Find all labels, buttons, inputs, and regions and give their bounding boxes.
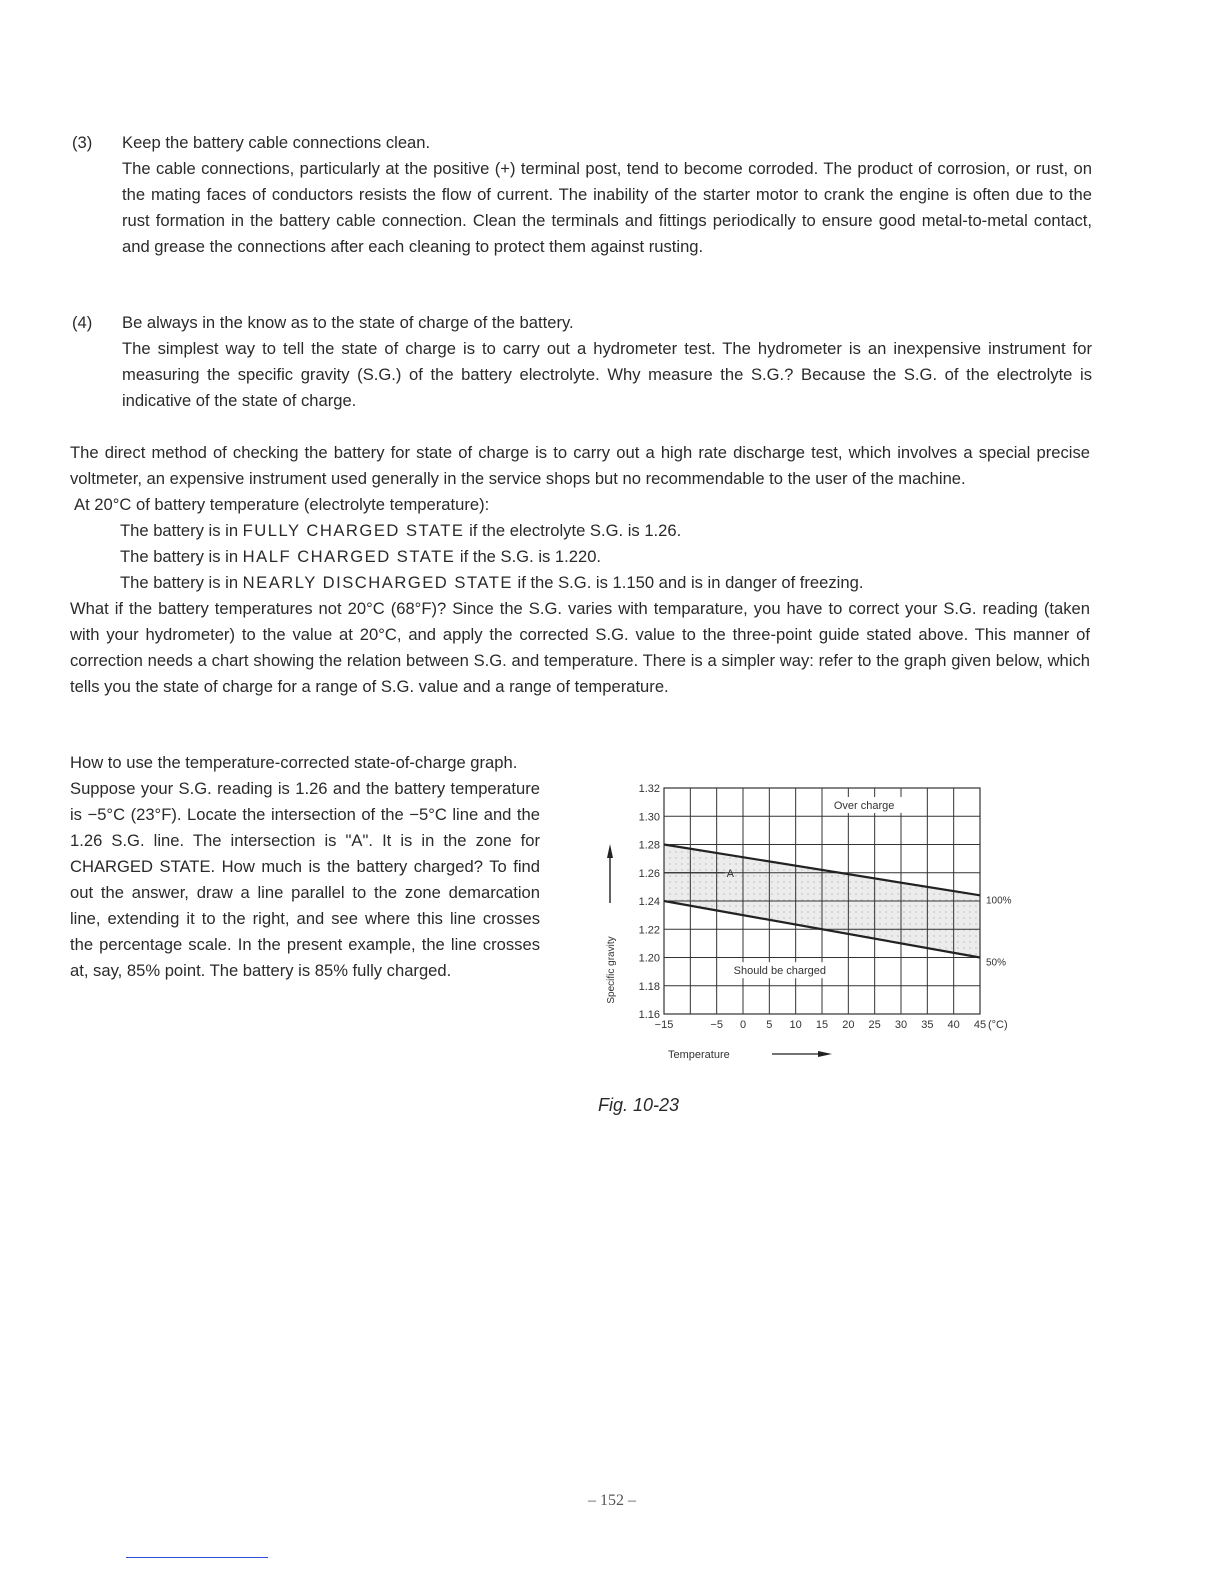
direct-method-paragraph: The direct method of checking the battery for state of charge is to carry out a high rate discharge test, which involves a special precise voltmeter, an expensive instrument used generally in the service shops but no recommendable to the user of the machine. — [70, 443, 1090, 488]
item-heading: Keep the battery cable connections clean. — [122, 133, 431, 152]
y-tick-label: 1.32 — [638, 783, 660, 795]
example-column — [70, 750, 540, 984]
x-tick-label: 30 — [894, 1019, 908, 1031]
list-item-4 — [72, 310, 1092, 414]
item-number: (4) — [72, 313, 93, 332]
state-line-half: The battery is in HALF CHARGED STATE if the S.G. is 1.220. — [120, 547, 602, 566]
how-to-heading: How to use the temperature-corrected state-of-charge graph. — [70, 753, 518, 772]
x-tick-label: 10 — [789, 1019, 802, 1031]
list-item-3 — [72, 130, 1092, 260]
y-tick-label: 1.28 — [638, 839, 660, 852]
x-tick-label: 20 — [842, 1019, 855, 1031]
state-line-full: The battery is in FULLY CHARGED STATE if the electrolyte S.G. is 1.26. — [120, 521, 682, 540]
y-axis-title: Specific gravity — [606, 936, 617, 1004]
x-tick-label: 15 — [815, 1019, 829, 1031]
y-tick-label: 1.16 — [638, 1009, 660, 1021]
state-of-charge-chart — [596, 778, 1036, 1078]
figure-caption: Fig. 10-23 — [598, 1095, 680, 1115]
x-unit-label: (°C) — [988, 1019, 1008, 1031]
item-number: (3) — [72, 133, 93, 152]
x-tick-label: 25 — [868, 1019, 881, 1031]
item-body: The cable connections, particularly at the positive (+) terminal post, tend to become corroded. The product of corrosion, or rust, on the mating faces of conductors resists the flow of current. The inability of the starter motor to crank the engine is often due to the rust formation in the battery cable connection. Clean the terminals and fittings periodically to ensure good metal-to-metal contact, and grease the connections after each cleaning to protect them against rusting. — [122, 159, 1092, 256]
item-body: The simplest way to tell the state of charge is to carry out a hydrometer test. The hydrometer is an inexpensive instrument for measuring the specific gravity (S.G.) of the battery electrolyte. Why measure the S.G.? Because the S.G. of the electrolyte is indicative of the state of charge. — [122, 339, 1092, 410]
x-tick-label: 35 — [921, 1019, 934, 1031]
correction-paragraph: What if the battery temperatures not 20°C (68°F)? Since the S.G. varies with temparature, you have to correct your S.G. reading (taken with your hydrometer) to the value at 20°C, and apply the corrected S.G. value to the three-point guide stated above. This manner of correction needs a chart showing the relation between S.G. and temperature. There is a simpler way: refer to the graph given below, which tells you the state of charge for a range of S.G. value and a range of temperature. — [70, 599, 1090, 696]
x-tick-label: 45 — [973, 1019, 987, 1031]
direct-method-section — [70, 440, 1090, 700]
series-label: 50% — [986, 957, 1007, 969]
zone-label: Should be charged — [733, 965, 827, 978]
zone-label: Over charge — [833, 799, 895, 812]
x-axis-title: Temperature — [668, 1049, 730, 1061]
x-tick-label: 5 — [766, 1019, 773, 1031]
y-tick-label: 1.26 — [638, 867, 660, 880]
temperature-condition: At 20°C of battery temperature (electrolyte temperature): — [74, 495, 490, 514]
y-tick-label: 1.18 — [638, 980, 660, 993]
x-tick-label: 40 — [947, 1019, 960, 1031]
x-tick-label: −5 — [710, 1019, 723, 1031]
y-tick-label: 1.22 — [638, 924, 660, 937]
item-heading: Be always in the know as to the state of charge of the battery. — [122, 313, 574, 332]
state-line-nearly: The battery is in NEARLY DISCHARGED STATE if the S.G. is 1.150 and is in danger of freezing. — [120, 573, 864, 592]
y-tick-label: 1.30 — [638, 811, 660, 824]
y-tick-label: 1.24 — [638, 896, 660, 908]
series-label: 100% — [986, 895, 1012, 907]
x-axis-arrow-head — [818, 1051, 832, 1057]
y-axis-arrow-head — [607, 844, 613, 858]
example-paragraph: Suppose your S.G. reading is 1.26 and the battery temperature is −5°C (23°F). Locate the intersection of the −5°C line and the 1.26 S.G. line. The intersection is "A". It is in the zone for CHARGED STATE. How much is the battery charged? To find out the answer, draw a line parallel to the zone demarcation line, extending it to the right, and see where this line crosses the percentage scale. In the present example, the line crosses at, say, 85% point. The battery is 85% fully charged. — [70, 779, 540, 980]
point-label: A — [726, 867, 735, 880]
footer-rule — [126, 1557, 268, 1558]
x-tick-label: −15 — [654, 1019, 674, 1031]
x-tick-label: 0 — [739, 1019, 747, 1031]
page-number: – 152 – — [588, 1492, 636, 1509]
y-tick-label: 1.20 — [638, 952, 660, 965]
